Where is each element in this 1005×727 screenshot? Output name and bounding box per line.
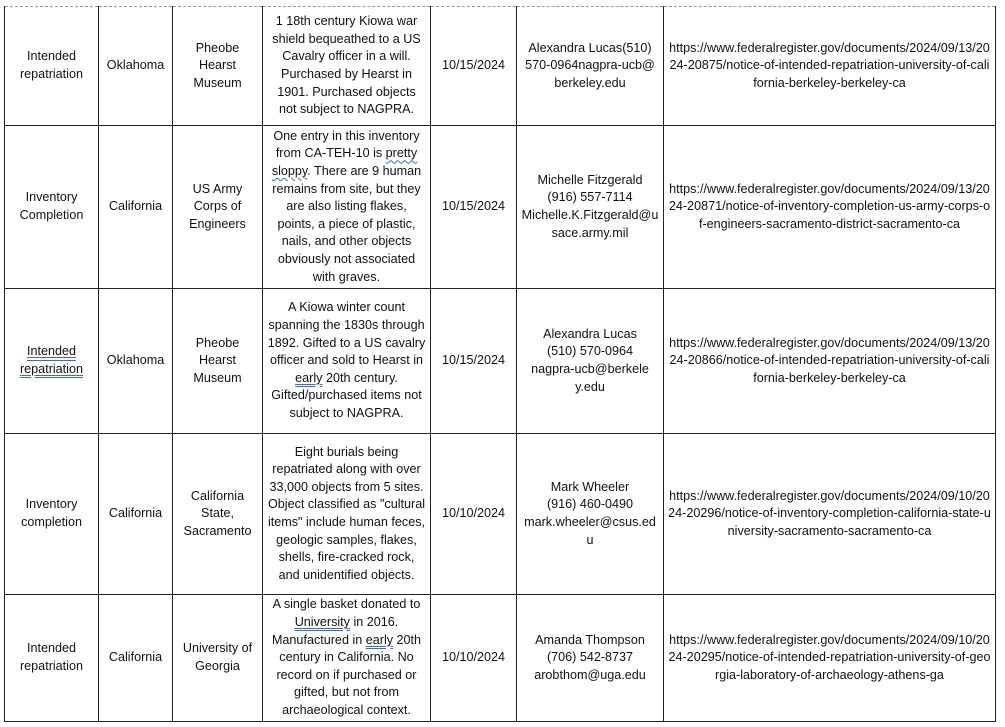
- date-cell: 10/15/2024: [431, 289, 517, 434]
- contact-phone: (916) 557-7114: [547, 190, 633, 205]
- table-row: [5, 289, 996, 434]
- institution-cell: Pheobe Hearst Museum: [173, 289, 263, 434]
- notice-type-cell: Intended repatriation: [5, 7, 99, 126]
- description-cell: [263, 595, 431, 722]
- contact-name: Alexandra Lucas: [543, 326, 637, 341]
- flagged-text: early: [295, 370, 323, 385]
- date-cell: 10/10/2024: [431, 434, 517, 595]
- repatriation-notices-table: [4, 6, 996, 722]
- notice-type-cell: [5, 289, 99, 434]
- contact-cell: [517, 289, 664, 434]
- contact-cell: [517, 595, 664, 722]
- description-cell: Eight burials being repatriated along with over 33,000 objects from 5 sites. Object classified as "cultural items" include human feces, geologic samples, flakes, shells, fire-cracked rock, and unidentified objects.: [263, 434, 431, 595]
- state-cell: Oklahoma: [99, 289, 173, 434]
- flagged-text: early: [365, 632, 394, 647]
- flagged-text: pretty sloppy: [271, 146, 418, 179]
- contact-email: mark.wheeler@csus.edu: [524, 515, 656, 547]
- flagged-text: University: [294, 615, 350, 630]
- url-cell[interactable]: https://www.federalregister.gov/documents/2024/09/10/2024-20296/notice-of-inventory-completion-california-state-university-sacramento-sacramento-ca: [664, 434, 996, 595]
- notice-type-cell: Intended repatriation: [5, 595, 99, 722]
- contact-phone: (916) 460-0490: [546, 497, 634, 512]
- institution-cell: Pheobe Hearst Museum: [173, 7, 263, 126]
- notice-type-text: Intended repatriation: [19, 344, 83, 376]
- notice-type-cell: Inventory Completion: [5, 126, 99, 289]
- state-cell: Oklahoma: [99, 7, 173, 126]
- description-text: 20th century. Gifted/purchased items not subject to NAGPRA.: [271, 370, 422, 420]
- url-cell[interactable]: https://www.federalregister.gov/documents/2024/09/10/2024-20295/notice-of-intended-repatriation-university-of-georgia-laboratory-of-archaeology-athens-ga: [664, 595, 996, 722]
- date-cell: 10/15/2024: [431, 7, 517, 126]
- contact-cell: [517, 434, 664, 595]
- description-cell: 1 18th century Kiowa war shield bequeathed to a US Cavalry officer in a will. Purchased by Hearst in 1901. Purchased objects not subject to NAGPRA.: [263, 7, 431, 126]
- description-cell: [263, 289, 431, 434]
- institution-cell: California State, Sacramento: [173, 434, 263, 595]
- table-row: [5, 7, 996, 126]
- url-cell[interactable]: https://www.federalregister.gov/documents/2024/09/13/2024-20875/notice-of-intended-repatriation-university-of-california-berkeley-berkeley-ca: [664, 7, 996, 126]
- description-cell: [263, 126, 431, 289]
- date-cell: 10/15/2024: [431, 126, 517, 289]
- contact-phone: (510) 570-0964: [546, 344, 634, 359]
- contact-name: Mark Wheeler: [550, 479, 630, 494]
- description-text: in 2016. Manufactured in: [271, 615, 399, 647]
- state-cell: California: [99, 126, 173, 289]
- description-text: A single basket donated to: [272, 597, 421, 612]
- institution-cell: University of Georgia: [173, 595, 263, 722]
- url-cell[interactable]: https://www.federalregister.gov/documents/2024/09/13/2024-20866/notice-of-intended-repatriation-university-of-california-berkeley-berkeley-ca: [664, 289, 996, 434]
- contact-cell: Alexandra Lucas(510) 570-0964nagpra-ucb@berkeley.edu: [517, 7, 664, 126]
- state-cell: California: [99, 595, 173, 722]
- notice-type-cell: Inventory completion: [5, 434, 99, 595]
- contact-email: nagpra-ucb@berkeley.edu: [531, 362, 649, 394]
- contact-email: arobthom@uga.edu: [534, 667, 646, 682]
- contact-phone: (706) 542-8737: [546, 650, 634, 665]
- state-cell: California: [99, 434, 173, 595]
- contact-cell: [517, 126, 664, 289]
- url-cell[interactable]: https://www.federalregister.gov/documents/2024/09/13/2024-20871/notice-of-inventory-completion-us-army-corps-of-engineers-sacramento-district-sacramento-ca: [664, 126, 996, 289]
- description-text: A Kiowa winter count spanning the 1830s through 1892. Gifted to a US cavalry officer and sold to Hearst in: [267, 300, 426, 368]
- table-row: [5, 434, 996, 595]
- contact-email: Michelle.K.Fitzgerald@usace.army.mil: [521, 208, 659, 240]
- contact-name: Michelle Fitzgerald: [537, 172, 643, 187]
- description-text: 20th century in California. No record on if purchased or gifted, but not from archaeological context.: [276, 632, 422, 717]
- date-cell: 10/10/2024: [431, 595, 517, 722]
- institution-cell: US Army Corps of Engineers: [173, 126, 263, 289]
- table-row: [5, 595, 996, 722]
- contact-name: Amanda Thompson: [535, 632, 645, 647]
- description-text: One entry in this inventory from CA-TEH-10 is: [273, 128, 420, 161]
- description-text: . There are 9 human remains from site, but they are also listing flakes, points, a piece of plastic, nails, and other objects obviously not associated with graves.: [272, 164, 422, 284]
- table-row: [5, 126, 996, 289]
